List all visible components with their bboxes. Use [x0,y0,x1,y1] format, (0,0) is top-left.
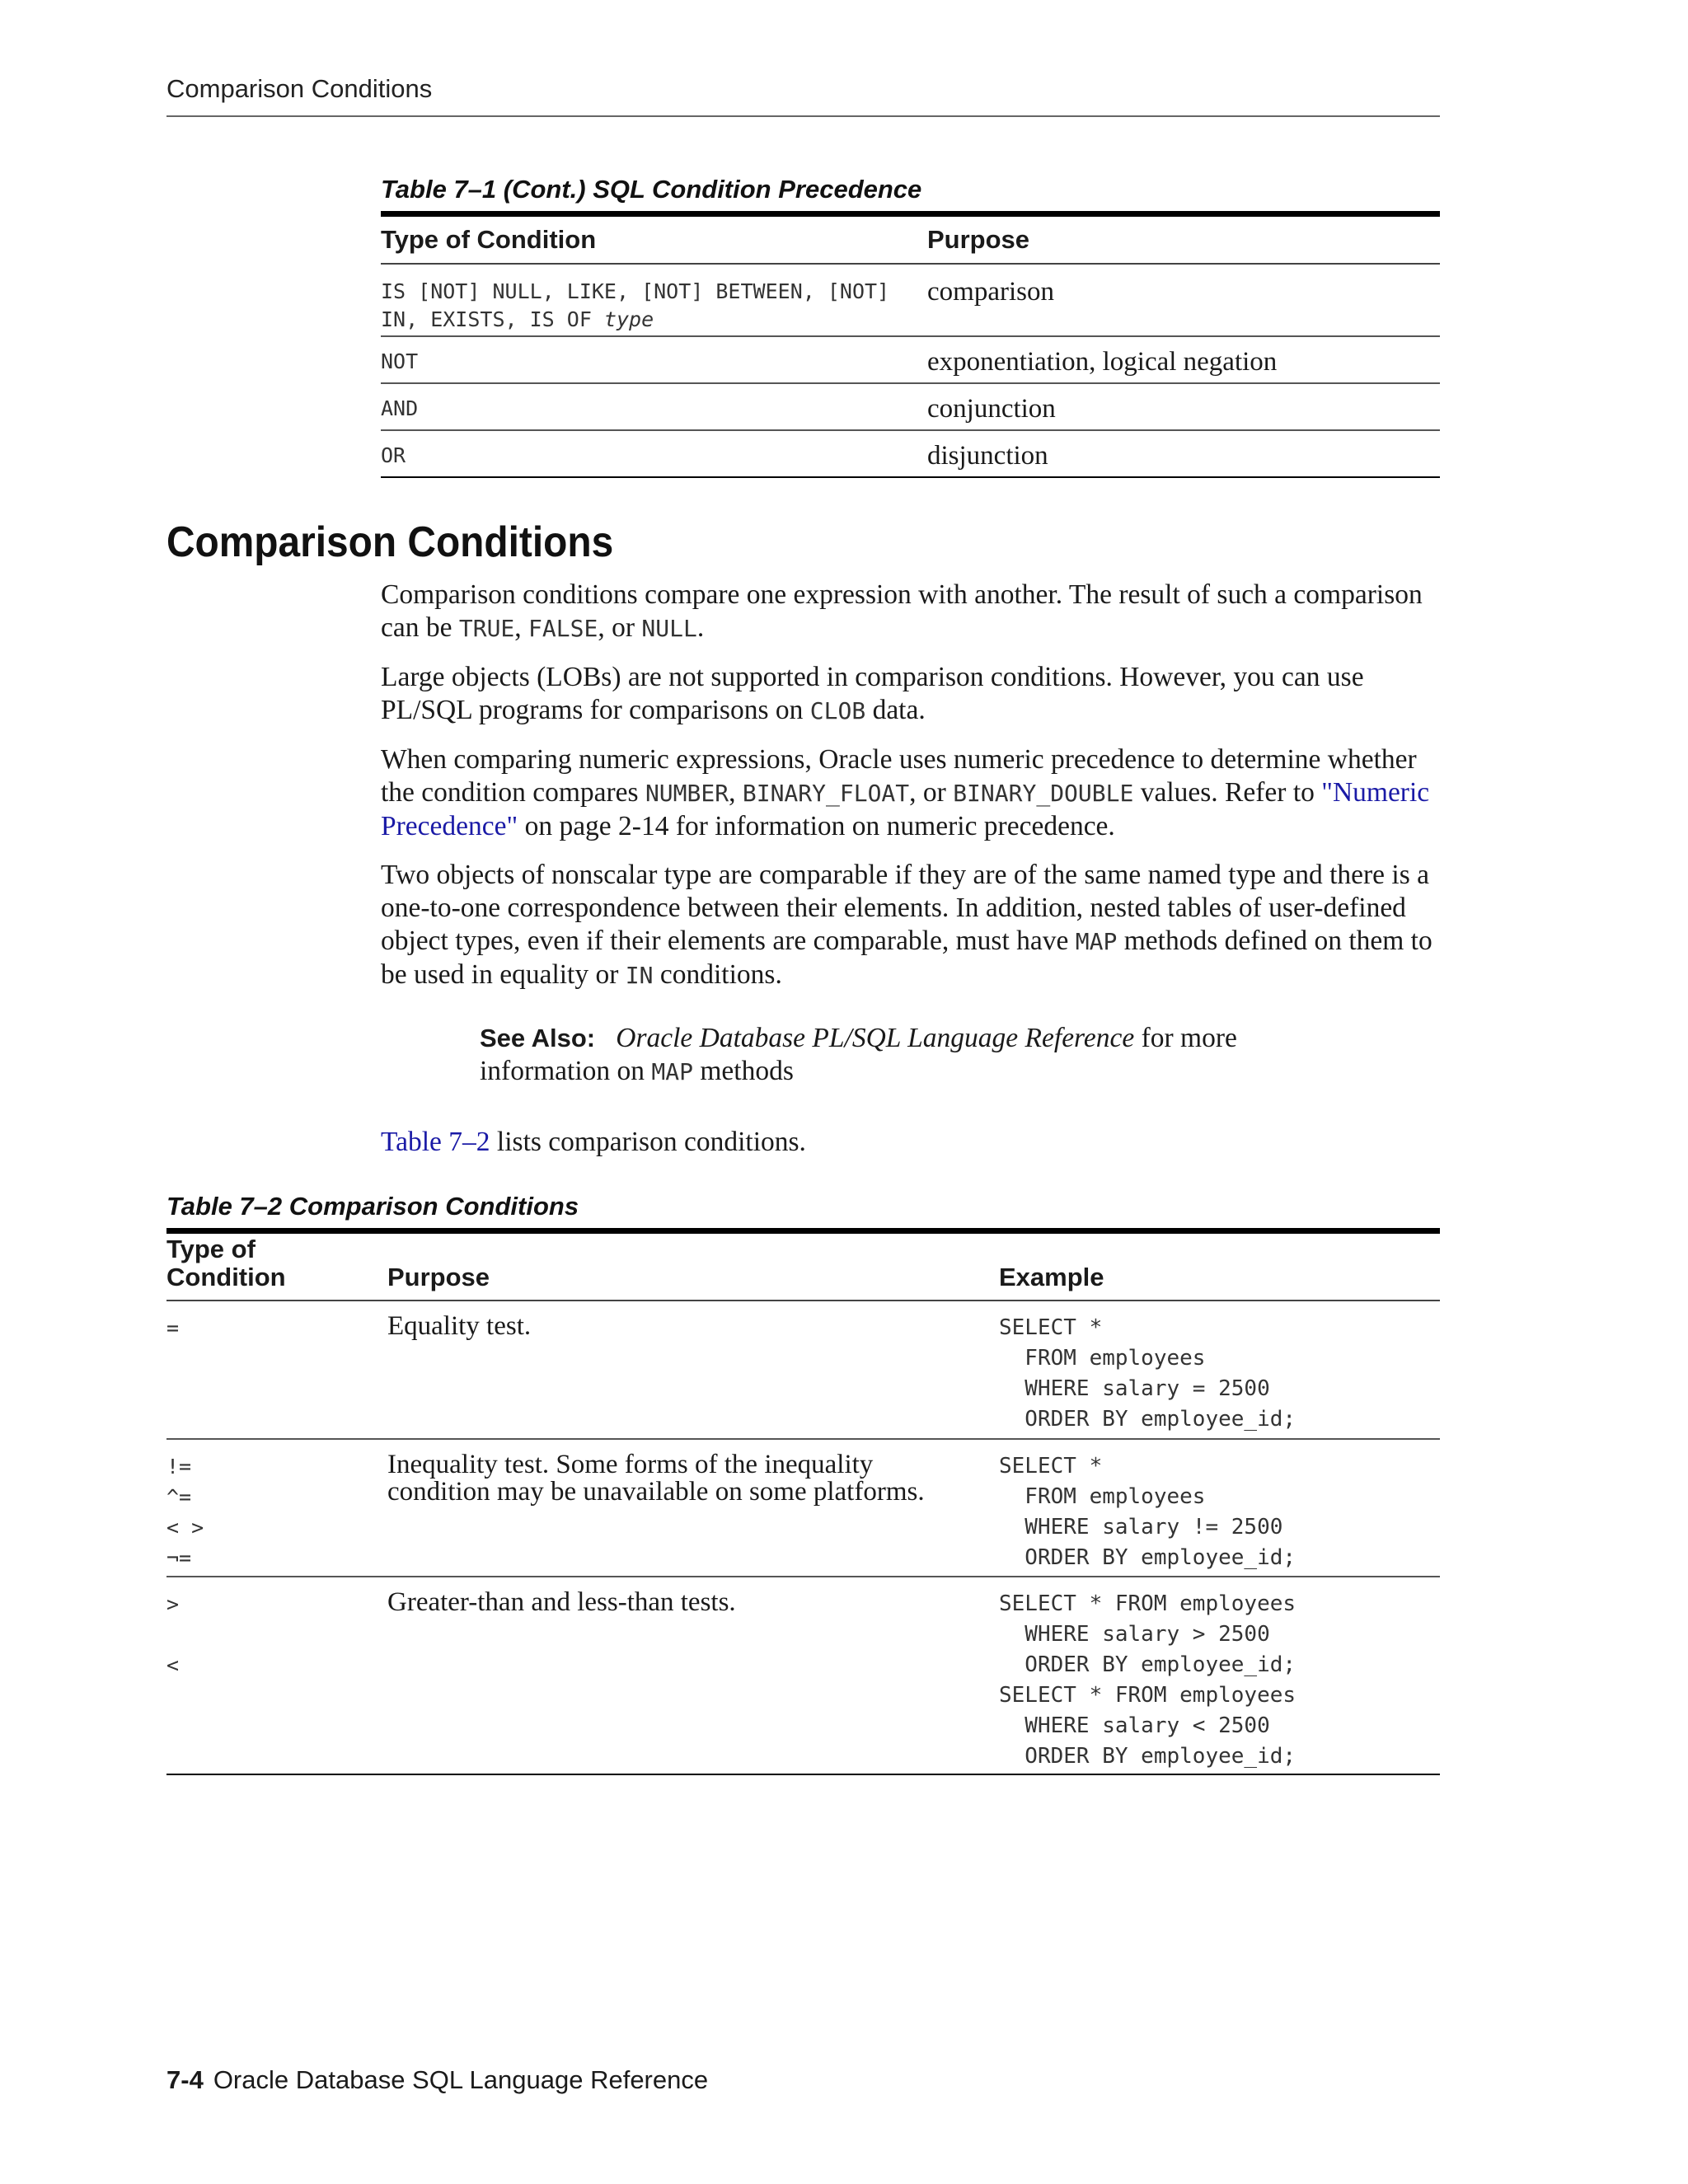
numeric-precedence-link[interactable]: "Numeric Precedence" [381,777,1430,841]
precedence-table [381,173,1440,478]
table-header-row [381,217,1440,265]
paragraph: When comparing numeric expressions, Oracle uses numeric precedence to determine whether the condition compares NUMBER, BINARY_FLOAT, or BINARY_DOUBLE values. Refer to "Numeric Precedence" on page 2-14 for information on numeric precedence. [381,744,1430,841]
page-number: 7-4 [166,2065,204,2094]
paragraph: Large objects (LOBs) are not supported in comparison conditions. However, you can use PL/SQL programs for comparisons on CLOB data. [381,662,1364,725]
column-header-type: Type of Condition [381,225,597,254]
column-header-purpose: Purpose [927,225,1030,254]
purpose-cell: Greater-than and less-than tests. [387,1587,736,1617]
operator-cell: = [166,1316,180,1340]
purpose-cell: disjunction [927,441,1048,471]
condition-cell: AND [381,396,419,420]
see-also-reference: Oracle Database PL/SQL Language Reference [616,1023,1135,1053]
table-row [166,1440,1440,1577]
book-title: Oracle Database SQL Language Reference [213,2065,709,2094]
column-header-purpose: Purpose [387,1263,490,1291]
paragraph: Comparison conditions compare one expression with another. The result of such a comparison can be TRUE, FALSE, or NULL. [381,579,1423,643]
section-title: Comparison Conditions [166,518,614,566]
purpose-cell: exponentiation, logical negation [927,347,1278,377]
see-also-note: See Also: Oracle Database PL/SQL Language Reference for more information on MAP methods [480,1023,1237,1086]
table-row [381,384,1440,431]
condition-cell: NOT [381,349,419,373]
purpose-cell: conjunction [927,394,1056,424]
purpose-cell: Equality test. [387,1311,532,1341]
paragraph: Table 7–2 lists comparison conditions. [381,1127,806,1157]
header-rule [166,115,1440,117]
table-row [381,265,1440,337]
table-row [166,1301,1440,1440]
table-row [381,431,1440,478]
example-code: SELECT * FROM employees WHERE salary != 2500 ORDER BY employee_id; [999,1454,1296,1570]
table-row [166,1577,1440,1775]
column-header-type: Type of Condition [166,1235,286,1291]
table-header-row [166,1234,1440,1301]
purpose-cell: comparison [927,277,1054,307]
see-also-label: See Also: [480,1024,596,1052]
example-code: SELECT * FROM employees WHERE salary = 2500 ORDER BY employee_id; [999,1315,1296,1432]
operator-cell: != ^= < > ¬= [166,1455,204,1570]
operator-cell: > < [166,1592,180,1677]
example-code: SELECT * FROM employees WHERE salary > 2500 ORDER BY employee_id; SELECT * FROM employees WHERE salary < 2500 ORDER BY employee_id; [999,1591,1296,1769]
table-top-rule [381,211,1440,217]
comparison-conditions-table [166,1190,1440,1775]
table-caption: Table 7–1 (Cont.) SQL Condition Precedence [381,175,922,204]
paragraph: Two objects of nonscalar type are comparable if they are of the same named type and there is a one-to-one correspondence between their elements. In addition, nested tables of user-defined object types, even if their elements are comparable, must have MAP methods defined on them to be used in equality or IN conditions. [381,860,1432,990]
condition-cell: IS [NOT] NULL, LIKE, [NOT] BETWEEN, [NOT] IN, EXISTS, IS OF type [381,279,890,331]
purpose-cell: Inequality test. Some forms of the inequality condition may be unavailable on some platforms. [387,1450,925,1507]
running-header: Comparison Conditions [166,74,433,103]
table-caption: Table 7–2 Comparison Conditions [166,1192,579,1221]
table-row [381,337,1440,384]
table-top-rule [166,1228,1440,1234]
condition-cell: OR [381,443,406,467]
column-header-example: Example [999,1263,1104,1291]
page-footer [166,2065,708,2095]
table-7-2-link[interactable]: Table 7–2 [381,1127,490,1157]
